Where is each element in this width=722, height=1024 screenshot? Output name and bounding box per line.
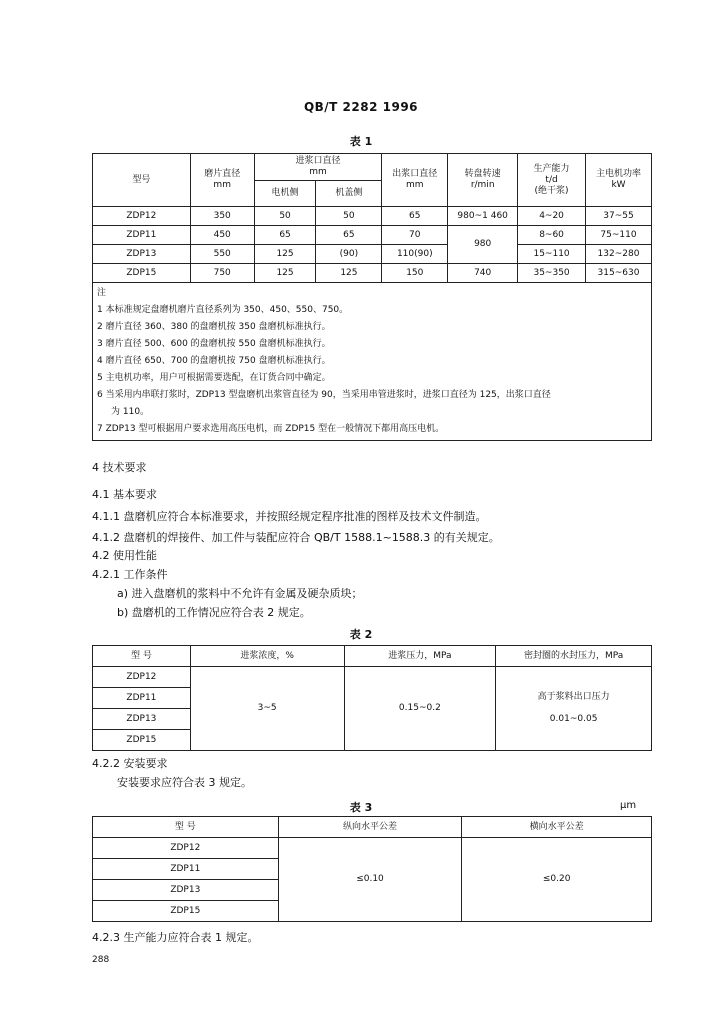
th-model: 型 号 bbox=[93, 646, 191, 667]
note-item: 为 110。 bbox=[111, 407, 150, 417]
cell: 450 bbox=[190, 226, 254, 245]
item-b: b) 盘磨机的工作情况应符合表 2 规定。 bbox=[117, 606, 311, 619]
note-item: 3 磨片直径 500、600 的盘磨机按 550 盘磨机标准执行。 bbox=[97, 339, 331, 349]
cell: 740 bbox=[448, 264, 518, 283]
table2-caption: 表 2 bbox=[349, 628, 373, 641]
table2 bbox=[92, 645, 652, 751]
note-item: 4 磨片直径 650、700 的盘磨机按 750 盘磨机标准执行。 bbox=[97, 356, 331, 366]
cell: 65 bbox=[382, 207, 448, 226]
cell: ZDP11 bbox=[93, 226, 191, 245]
table-row bbox=[93, 838, 652, 859]
th-outlet: 出浆口直径 mm bbox=[382, 154, 448, 207]
note-item: 5 主电机功率，用户可根据需要选配，在订货合同中确定。 bbox=[97, 373, 331, 383]
th-transverse: 横向水平公差 bbox=[462, 817, 652, 838]
cell: 125 bbox=[254, 245, 316, 264]
th-pressure: 进浆压力，MPa bbox=[344, 646, 496, 667]
cell: ZDP11 bbox=[93, 859, 279, 880]
cell: 350 bbox=[190, 207, 254, 226]
cell: 35~350 bbox=[518, 264, 586, 283]
cell: ZDP11 bbox=[93, 688, 191, 709]
cell: 132~280 bbox=[586, 245, 652, 264]
cell: 980 bbox=[448, 226, 518, 264]
section-4-1-1: 4.1.1 盘磨机应符合本标准要求，并按照经规定程序批准的图样及技术文件制造。 bbox=[92, 510, 487, 523]
note-item: 7 ZDP13 型可根据用户要求选用高压电机，而 ZDP15 型在一般情况下都用高压电机。 bbox=[97, 424, 445, 434]
cell: ZDP13 bbox=[93, 880, 279, 901]
table3-unit: μm bbox=[620, 800, 637, 811]
note-item: 2 磨片直径 360、380 的盘磨机按 350 盘磨机标准执行。 bbox=[97, 322, 331, 332]
cell: 750 bbox=[190, 264, 254, 283]
note-item: 1 本标准规定盘磨机磨片直径系列为 350、450、550、750。 bbox=[97, 305, 349, 315]
th-inlet: 进浆口直径 mm bbox=[254, 154, 382, 181]
cell: 65 bbox=[254, 226, 316, 245]
table3-caption: 表 3 bbox=[349, 801, 373, 814]
cell: ≤0.10 bbox=[278, 838, 462, 922]
cell: 4~20 bbox=[518, 207, 586, 226]
section-4: 4 技术要求 bbox=[92, 461, 147, 474]
th-model: 型号 bbox=[93, 154, 191, 207]
cell: ZDP15 bbox=[93, 264, 191, 283]
section-4-2: 4.2 使用性能 bbox=[92, 549, 157, 562]
table3 bbox=[92, 816, 652, 922]
th-consistency: 进浆浓度，% bbox=[190, 646, 344, 667]
th-inlet-motor: 电机侧 bbox=[254, 181, 316, 207]
cell: ZDP12 bbox=[93, 667, 191, 688]
item-a: a) 进入盘磨机的浆料中不允许有金属及硬杂质块； bbox=[117, 587, 363, 600]
cell: 高于浆料出口压力 0.01~0.05 bbox=[496, 667, 652, 751]
page-header: QB/T 2282 1996 bbox=[303, 100, 419, 114]
cell: 15~110 bbox=[518, 245, 586, 264]
cell: ZDP15 bbox=[93, 901, 279, 922]
th-speed: 转盘转速 r/min bbox=[448, 154, 518, 207]
table-row bbox=[93, 207, 652, 226]
section-4-2-1: 4.2.1 工作条件 bbox=[92, 568, 168, 581]
table1 bbox=[92, 153, 652, 441]
cell: 315~630 bbox=[586, 264, 652, 283]
cell: 0.15~0.2 bbox=[344, 667, 496, 751]
th-model: 型 号 bbox=[93, 817, 279, 838]
cell: 50 bbox=[316, 207, 382, 226]
cell: 3~5 bbox=[190, 667, 344, 751]
th-longitudinal: 纵向水平公差 bbox=[278, 817, 462, 838]
cell: 550 bbox=[190, 245, 254, 264]
th-capacity: 生产能力 t/d (绝干浆) bbox=[518, 154, 586, 207]
cell: ZDP12 bbox=[93, 838, 279, 859]
th-disc: 磨片直径 mm bbox=[190, 154, 254, 207]
cell: 75~110 bbox=[586, 226, 652, 245]
cell: ≤0.20 bbox=[462, 838, 652, 922]
table1-caption: 表 1 bbox=[349, 135, 373, 148]
table1-notes bbox=[93, 283, 652, 441]
th-power: 主电机功率 kW bbox=[586, 154, 652, 207]
cell: 150 bbox=[382, 264, 448, 283]
cell: 110(90) bbox=[382, 245, 448, 264]
table-row bbox=[93, 226, 652, 245]
cell: 70 bbox=[382, 226, 448, 245]
section-4-1-2: 4.1.2 盘磨机的焊接件、加工件与装配应符合 QB/T 1588.1~1588.3 的有关规定。 bbox=[92, 531, 500, 544]
cell: ZDP13 bbox=[93, 245, 191, 264]
cell: 37~55 bbox=[586, 207, 652, 226]
cell: 65 bbox=[316, 226, 382, 245]
cell: 50 bbox=[254, 207, 316, 226]
page-number: 288 bbox=[92, 955, 110, 965]
section-4-2-2: 4.2.2 安装要求 bbox=[92, 757, 168, 770]
section-4-1: 4.1 基本要求 bbox=[92, 488, 157, 501]
cell: 980~1 460 bbox=[448, 207, 518, 226]
cell: ZDP12 bbox=[93, 207, 191, 226]
table-row bbox=[93, 264, 652, 283]
cell: 125 bbox=[254, 264, 316, 283]
cell: ZDP13 bbox=[93, 709, 191, 730]
notes-title: 注 bbox=[97, 288, 107, 298]
th-inlet-cover: 机盖侧 bbox=[316, 181, 382, 207]
table-row bbox=[93, 667, 652, 688]
table-row bbox=[93, 245, 652, 264]
cell: ZDP15 bbox=[93, 730, 191, 751]
cell: 125 bbox=[316, 264, 382, 283]
cell: 8~60 bbox=[518, 226, 586, 245]
note-item: 6 当采用内串联打浆时，ZDP13 型盘磨机出浆管直径为 90，当采用串管进浆时，进浆口直径为 125，出浆口直径 bbox=[97, 390, 551, 400]
cell: (90) bbox=[316, 245, 382, 264]
th-seal: 密封圈的水封压力，MPa bbox=[496, 646, 652, 667]
section-4-2-2-text: 安装要求应符合表 3 规定。 bbox=[117, 776, 252, 789]
section-4-2-3: 4.2.3 生产能力应符合表 1 规定。 bbox=[92, 931, 259, 944]
